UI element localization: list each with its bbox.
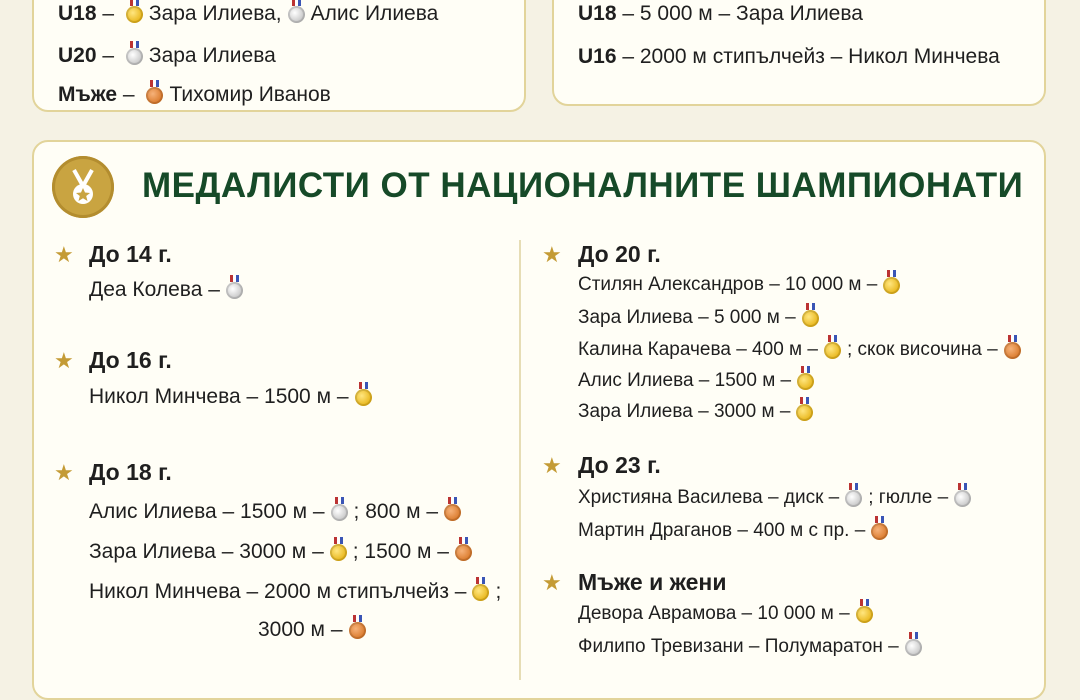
tr-row-0 — [578, 2, 863, 26]
gold-medal-icon — [355, 389, 372, 406]
result-text: Християна Василева – диск – — [578, 487, 840, 508]
tl-row-text: Зара Илиева, — [148, 2, 282, 25]
bronze-medal-icon — [1004, 342, 1021, 359]
tr-row-text: – 5 000 м – Зара Илиева — [616, 2, 863, 25]
result-text: Девора Аврамова – 10 000 м – — [578, 603, 850, 624]
tl-row-text: Алис Илиева — [310, 2, 439, 25]
star-icon: ★ — [54, 348, 74, 373]
silver-medal-icon — [288, 6, 305, 23]
result-text: ; гюлле – — [868, 487, 949, 508]
result-line — [578, 370, 820, 392]
result-line — [578, 401, 819, 423]
star-icon: ★ — [542, 570, 562, 595]
tr-row-1 — [578, 45, 1000, 69]
tl-row-text: Тихомир Иванов — [169, 83, 331, 106]
page-title: МЕДАЛИСТИ ОТ НАЦИОНАЛНИТЕ ШАМПИОНАТИ — [142, 166, 1024, 205]
result-line — [578, 274, 906, 296]
star-icon: ★ — [542, 242, 562, 267]
gold-medal-icon — [824, 342, 841, 359]
result-text: Зара Илиева – 5 000 м – — [578, 307, 796, 328]
medal-badge-icon — [52, 156, 114, 218]
main-card — [32, 140, 1046, 700]
star-icon: ★ — [54, 242, 74, 267]
result-line — [578, 520, 894, 542]
gold-medal-icon — [797, 373, 814, 390]
tl-row-1 — [58, 44, 276, 68]
tl-row-0 — [58, 2, 438, 26]
result-text: 3000 м – — [258, 618, 343, 641]
bronze-medal-icon — [444, 504, 461, 521]
result-text: ; — [495, 580, 502, 603]
gold-medal-icon — [330, 544, 347, 561]
bronze-medal-icon — [146, 87, 163, 104]
tl-row-label: Мъже — [58, 83, 118, 106]
section-heading: До 16 г. — [89, 347, 172, 373]
result-text: Мартин Драганов – 400 м с пр. – — [578, 520, 866, 541]
section-heading: До 23 г. — [578, 452, 661, 478]
result-text: ; 1500 м – — [352, 540, 449, 563]
result-line — [578, 487, 977, 509]
result-line — [89, 500, 467, 524]
top-left-card — [32, 0, 526, 112]
bronze-medal-icon — [871, 523, 888, 540]
section-heading: Мъже и жени — [578, 569, 727, 595]
silver-medal-icon — [905, 639, 922, 656]
tr-row-text: – 2000 м стипълчейз – Никол Минчева — [616, 45, 1000, 68]
result-line — [89, 540, 478, 564]
result-line — [258, 618, 372, 642]
result-line — [578, 636, 928, 658]
silver-medal-icon — [845, 490, 862, 507]
result-line — [578, 339, 1027, 361]
tl-row-2 — [58, 83, 331, 107]
section-heading: До 14 г. — [89, 241, 172, 267]
result-text: Зара Илиева – 3000 м – — [89, 540, 324, 563]
silver-medal-icon — [331, 504, 348, 521]
result-text: Филипо Тревизани – Полумаратон – — [578, 636, 899, 657]
gold-medal-icon — [796, 404, 813, 421]
silver-medal-icon — [126, 48, 143, 65]
tl-row-label: U18 — [58, 2, 97, 25]
result-text: Никол Минчева – 1500 м – — [89, 385, 349, 408]
section-heading: До 18 г. — [89, 459, 172, 485]
result-text: Зара Илиева – 3000 м – — [578, 401, 791, 422]
gold-medal-icon — [802, 310, 819, 327]
result-line — [578, 307, 825, 329]
tr-row-label: U16 — [578, 45, 617, 68]
result-line — [578, 603, 879, 625]
result-text: Алис Илиева – 1500 м – — [578, 370, 792, 391]
result-line — [89, 278, 249, 302]
medal-badge-svg — [52, 156, 114, 218]
result-text: ; скок височина – — [846, 339, 998, 360]
tl-row-text: Зара Илиева — [148, 44, 276, 67]
result-line — [89, 580, 501, 604]
bronze-medal-icon — [455, 544, 472, 561]
tl-row-label: U20 — [58, 44, 97, 67]
top-right-card — [552, 0, 1046, 106]
gold-medal-icon — [883, 277, 900, 294]
column-divider — [519, 240, 521, 680]
star-icon: ★ — [54, 460, 74, 485]
result-text: Алис Илиева – 1500 м – — [89, 500, 325, 523]
result-line — [89, 385, 378, 409]
silver-medal-icon — [954, 490, 971, 507]
star-icon: ★ — [542, 453, 562, 478]
gold-medal-icon — [856, 606, 873, 623]
bronze-medal-icon — [349, 622, 366, 639]
gold-medal-icon — [126, 6, 143, 23]
result-text: Никол Минчева – 2000 м стипълчейз – — [89, 580, 467, 603]
gold-medal-icon — [472, 584, 489, 601]
result-text: Калина Карачева – 400 м – — [578, 339, 818, 360]
tl-row-sep: – — [117, 83, 141, 106]
tr-row-label: U18 — [578, 2, 617, 25]
result-text: ; 800 м – — [353, 500, 439, 523]
result-text: Стилян Александров – 10 000 м – — [578, 274, 878, 295]
tl-row-sep: – — [96, 2, 120, 25]
silver-medal-icon — [226, 282, 243, 299]
result-text: Деа Колева – — [89, 278, 220, 301]
tl-row-sep: – — [96, 44, 120, 67]
section-heading: До 20 г. — [578, 241, 661, 267]
